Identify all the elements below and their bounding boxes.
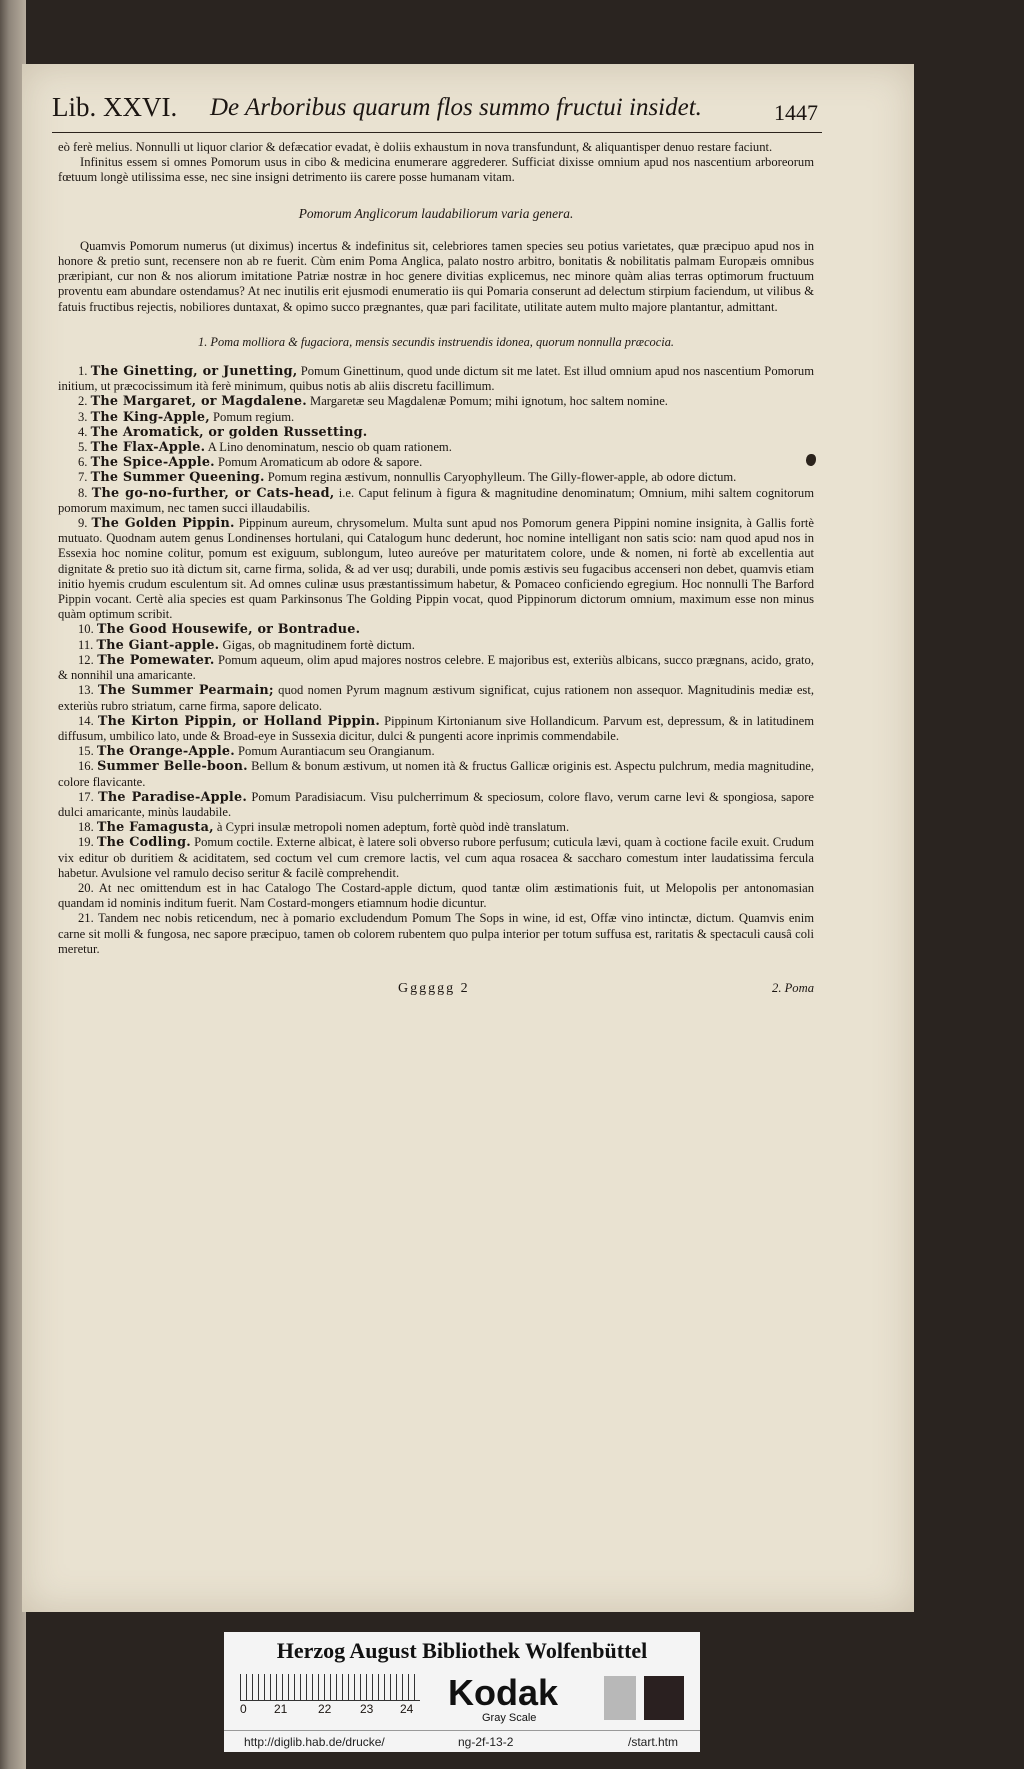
- apple-variety-list: [58, 364, 814, 957]
- signature-mark: Gggggg 2: [398, 980, 470, 996]
- variety-entry: [58, 744, 814, 759]
- variety-entry: [58, 364, 814, 394]
- variety-entry: [58, 683, 814, 713]
- ruler-number: 22: [318, 1702, 332, 1716]
- page-footer: [58, 981, 814, 1001]
- variety-name: The Ginetting, or Junetting,: [90, 364, 298, 380]
- entry-number: 6.: [78, 455, 88, 470]
- shelfmark: ng-2f-13-2: [458, 1735, 514, 1749]
- entry-number: 8.: [78, 485, 88, 500]
- variety-description: A Lino denominatum, nescio ob quam rationem.: [205, 440, 452, 455]
- variety-name: Summer Belle-boon.: [97, 759, 248, 775]
- entry-number: 15.: [78, 744, 94, 759]
- kodak-logo: Kodak: [448, 1672, 559, 1713]
- entry-number: 7.: [78, 470, 88, 485]
- variety-description: At nec omittendum est in hac Catalogo The Costard-apple dictum, quod tantæ olim æstimationis fuit, ut Melopolis per antonomasian quandam id nominis inditum fuerit. Nam Costard-mongers etiamnum hodie dicuntur.: [58, 880, 814, 911]
- variety-description: Pomum Paradisiacum. Visu pulcherrimum & speciosum, colore flavo, verum carne levi & spongiosa, sapore dulci amaricante, minùs laudabile.: [58, 789, 814, 819]
- variety-entry: [58, 911, 814, 957]
- variety-description: i.e. Caput felinum à figura & magnitudine denominatum; Omnium, mihi saltem cognitorum pomorum maximum, nec tamen succi illaudabilis.: [58, 485, 814, 515]
- variety-description: Pippinum Kirtonianum sive Hollandicum. Parvum est, depressum, & in latitudinem diffusum, umbilico lato, unde & Broad-eye in Sussexia dicitur, dulci & pungenti acore inprimis commendabile.: [58, 713, 814, 743]
- variety-entry: [58, 638, 814, 653]
- variety-entry: [58, 486, 814, 516]
- entry-number: 12.: [78, 652, 94, 667]
- variety-entry: [58, 410, 814, 425]
- variety-entry: [58, 653, 814, 683]
- variety-description: quod nomen Pyrum magnum æstivum significat, cujus rationem non assequor. Magnitudinis mediæ est, exteriùs rubro striatum, carne firma, sapore delicato.: [58, 683, 814, 713]
- variety-description: Pomum Aromaticum ab odore & sapore.: [214, 455, 423, 470]
- subsection-heading: 1. Poma molliora & fugaciora, mensis secundis instruendis idonea, quorum nonnulla præcocia.: [198, 334, 674, 349]
- variety-entry: [58, 881, 814, 911]
- gray-patch-dark: [644, 1676, 684, 1720]
- variety-name: The Flax-Apple.: [90, 440, 206, 456]
- variety-name: The Pomewater.: [97, 652, 215, 668]
- entry-number: 17.: [78, 789, 94, 804]
- variety-entry: [58, 394, 814, 409]
- variety-name: The Kirton Pippin, or Holland Pippin.: [97, 713, 381, 729]
- entry-number: 13.: [78, 683, 94, 698]
- variety-name: The go-no-further, or Cats-head,: [91, 485, 335, 501]
- entry-number: 9.: [78, 516, 88, 531]
- variety-entry: [58, 516, 814, 622]
- book-number: Lib. XXVI.: [52, 92, 178, 122]
- entry-number: 21.: [78, 911, 94, 926]
- variety-description: Pomum Ginettinum, quod unde dictum sit me latet. Est illud omnium apud nos nascentium Pomorum initium, ut præcocissimum ità ferè minimum, quibus notis ab aliis discretu facillimum.: [58, 364, 814, 394]
- ruler-number: 0: [240, 1702, 247, 1716]
- variety-entry: [58, 470, 814, 485]
- library-label: [224, 1632, 700, 1752]
- page-number: 1447: [774, 100, 818, 125]
- variety-name: The Spice-Apple.: [90, 455, 215, 471]
- label-urls: [224, 1730, 700, 1753]
- entry-number: 5.: [78, 440, 88, 455]
- variety-entry: [58, 759, 814, 789]
- page-body: [58, 140, 814, 1001]
- variety-entry: [58, 455, 814, 470]
- entry-number: 19.: [78, 835, 94, 850]
- variety-description: Pippinum aureum, chrysomelum. Multa sunt apud nos Pomorum genera Pippini nomine insignita, à Gallis fortè mutuato. Quodnam autem genus Londinenses hortulani, qui Catalogum hunc dederunt, hoc nomine intelligant non satis scio: nam quod apud nos in Essexia hoc nomine colitur, pomum est exiguum, sublongum, luteo aureóve per maturitatem colore, unde & nomen, ni fortè ab excellentia aut dignitate & pretio suo ità dictum sit, carne firma, solida, & ad ver usq; durabili, unde pomis æstivis seu fugacibus accenseri non debet, quamvis etiam initio hyemis crudum esculentum sit. Ad omnes culinæ usus præstantissimum habetur, & Pomaceo conficiendo egregium. Hoc nonnulli The Barford Pippin vocant. Certè alia species est quam Parkinsonus The Golding Pippin vocat, quod Pippinorum dictorum omnium, maximum esse non minus quàm optimum scribit.: [58, 516, 815, 622]
- color-ruler: [240, 1674, 420, 1701]
- section-paragraph: Quamvis Pomorum numerus (ut diximus) incertus & indefinitus sit, celebriores tamen species seu potius varietates, quæ præcipuo apud nos in honore & pretio sunt, recensere non ab re fuerit. Cùm enim Poma Anglica, palato nostro arbitro, bonitatis & nobilitatis palmam Europæis omnibus præripiant, cur non & nos aliorum imitatione Patriæ nostræ in hoc genere divitias explicemus, nec minore quàm alias terras optimorum fructuum proventu eam abundare ostendamus? At nec inutilis erit ejusmodi enumeratio iis qui Pomaria conserunt ad delectum stirpium faciendum, ut vilibus & fatuis fructibus rejectis, nobiliores duntaxat, & opimo succo prægnantes, quæ pari facilitate, utilitate autem multo majore plantantur, admittant.: [58, 238, 814, 314]
- ruler-number: 21: [274, 1702, 288, 1716]
- variety-name: The Good Housewife, or Bontradue.: [96, 622, 361, 638]
- variety-entry: [58, 622, 814, 637]
- variety-name: The King-Apple,: [90, 409, 210, 425]
- entry-number: 3.: [78, 409, 88, 424]
- variety-name: The Giant-apple.: [96, 637, 220, 653]
- variety-name: The Summer Queening.: [90, 470, 265, 486]
- start-page: /start.htm: [628, 1735, 679, 1749]
- variety-name: The Paradise-Apple.: [98, 789, 247, 805]
- diglib-url: http://diglib.hab.de/drucke/: [244, 1735, 385, 1749]
- variety-description: Pomum regium.: [209, 409, 295, 424]
- variety-name: The Orange-Apple.: [96, 744, 235, 760]
- variety-entry: [58, 425, 814, 440]
- entry-number: 11.: [78, 637, 94, 652]
- page-header: [52, 88, 822, 133]
- variety-description: Tandem nec nobis reticendum, nec à pomario excludendum Pomum The Sops in wine, id est, Offæ vino intinctæ, dictum. Quamvis enim carne sit molli & fungosa, nec sapore præcipuo, tamen ob colorem rubentem quo pulpa interior per totum suffusa est, raritatis & spectaculi causâ coli meretur.: [58, 911, 815, 956]
- intro-paragraph-1: eò ferè melius. Nonnulli ut liquor clarior & defæcatior evadat, è doliis exhaustum in nova transfundunt, & aliquantisper denuo restare faciunt.: [58, 140, 773, 154]
- variety-description: Bellum & bonum æstivum, ut nomen ità & fructus Gallicæ originis est. Aspectu pulchrum, media magnitudine, colore flavicante.: [58, 759, 814, 789]
- variety-description: à Cypri insulæ metropoli nomen adeptum, fortè quòd indè translatum.: [213, 820, 570, 835]
- entry-number: 2.: [78, 394, 88, 409]
- variety-entry: [58, 790, 814, 820]
- variety-description: Margaretæ seu Magdalenæ Pomum; mihi ignotum, hoc saltem nomine.: [306, 394, 668, 409]
- running-title: De Arboribus quarum flos summo fructui insidet.: [210, 94, 702, 121]
- variety-name: The Golden Pippin.: [91, 516, 235, 532]
- variety-description: Gigas, ob magnitudinem fortè dictum.: [219, 637, 415, 652]
- entry-number: 14.: [78, 713, 94, 728]
- variety-name: The Aromatick, or golden Russetting.: [90, 424, 368, 440]
- variety-entry: [58, 714, 814, 744]
- variety-description: Pomum regina æstivum, nonnullis Caryophylleum. The Gilly-flower-apple, ab odore dictum.: [264, 470, 737, 485]
- catchword: 2. Poma: [772, 980, 814, 995]
- intro-paragraph-2: Infinitus essem si omnes Pomorum usus in cibo & medicina enumerare aggrederer. Sufficiat dixisse omnium apud nos nascentium arboreorum fœtuum longè utilissima esse, nec sine insigni detrimento iis carere posse humanam vitam.: [58, 155, 814, 185]
- variety-name: The Codling.: [96, 835, 191, 851]
- entry-number: 20.: [78, 880, 94, 895]
- variety-description: Pomum aqueum, olim apud majores nostros celebre. E majoribus est, exteriùs albicans, succo prægnans, acido, grato, & nonnihil una amaricante.: [58, 652, 814, 683]
- ruler-number: 23: [360, 1702, 374, 1716]
- entry-number: 4.: [78, 424, 88, 439]
- entry-number: 10.: [78, 622, 94, 637]
- section-heading: Pomorum Anglicorum laudabiliorum varia genera.: [298, 205, 574, 221]
- variety-entry: [58, 820, 814, 835]
- ruler-number: 24: [400, 1702, 414, 1716]
- gray-scale-label: Gray Scale: [482, 1712, 537, 1724]
- entry-number: 1.: [78, 364, 88, 379]
- gray-patch-light: [604, 1676, 636, 1720]
- variety-entry: [58, 835, 814, 881]
- library-name: Herzog August Bibliothek Wolfenbüttel: [276, 1638, 648, 1663]
- variety-description: Pomum coctile. Externe albicat, è latere soli obverso rubore perfusum; cuticula lævi, quam à coctione facile exuit. Crudum vix editur ob duritiem & aciditatem, sed coctum vel cum cremore lactis, vel cum aqua rosacea & saccharo comestum inter laudatissima fercula habetur. Avulsione vel ramulo deciso seritur & facilè comprehendit.: [58, 835, 815, 880]
- variety-name: The Summer Pearmain;: [98, 683, 274, 699]
- entry-number: 18.: [78, 820, 94, 835]
- variety-description: Pomum Aurantiacum seu Orangianum.: [234, 744, 435, 759]
- entry-number: 16.: [78, 759, 94, 774]
- variety-name: The Famagusta,: [96, 820, 214, 836]
- variety-entry: [58, 440, 814, 455]
- variety-name: The Margaret, or Magdalene.: [90, 394, 307, 410]
